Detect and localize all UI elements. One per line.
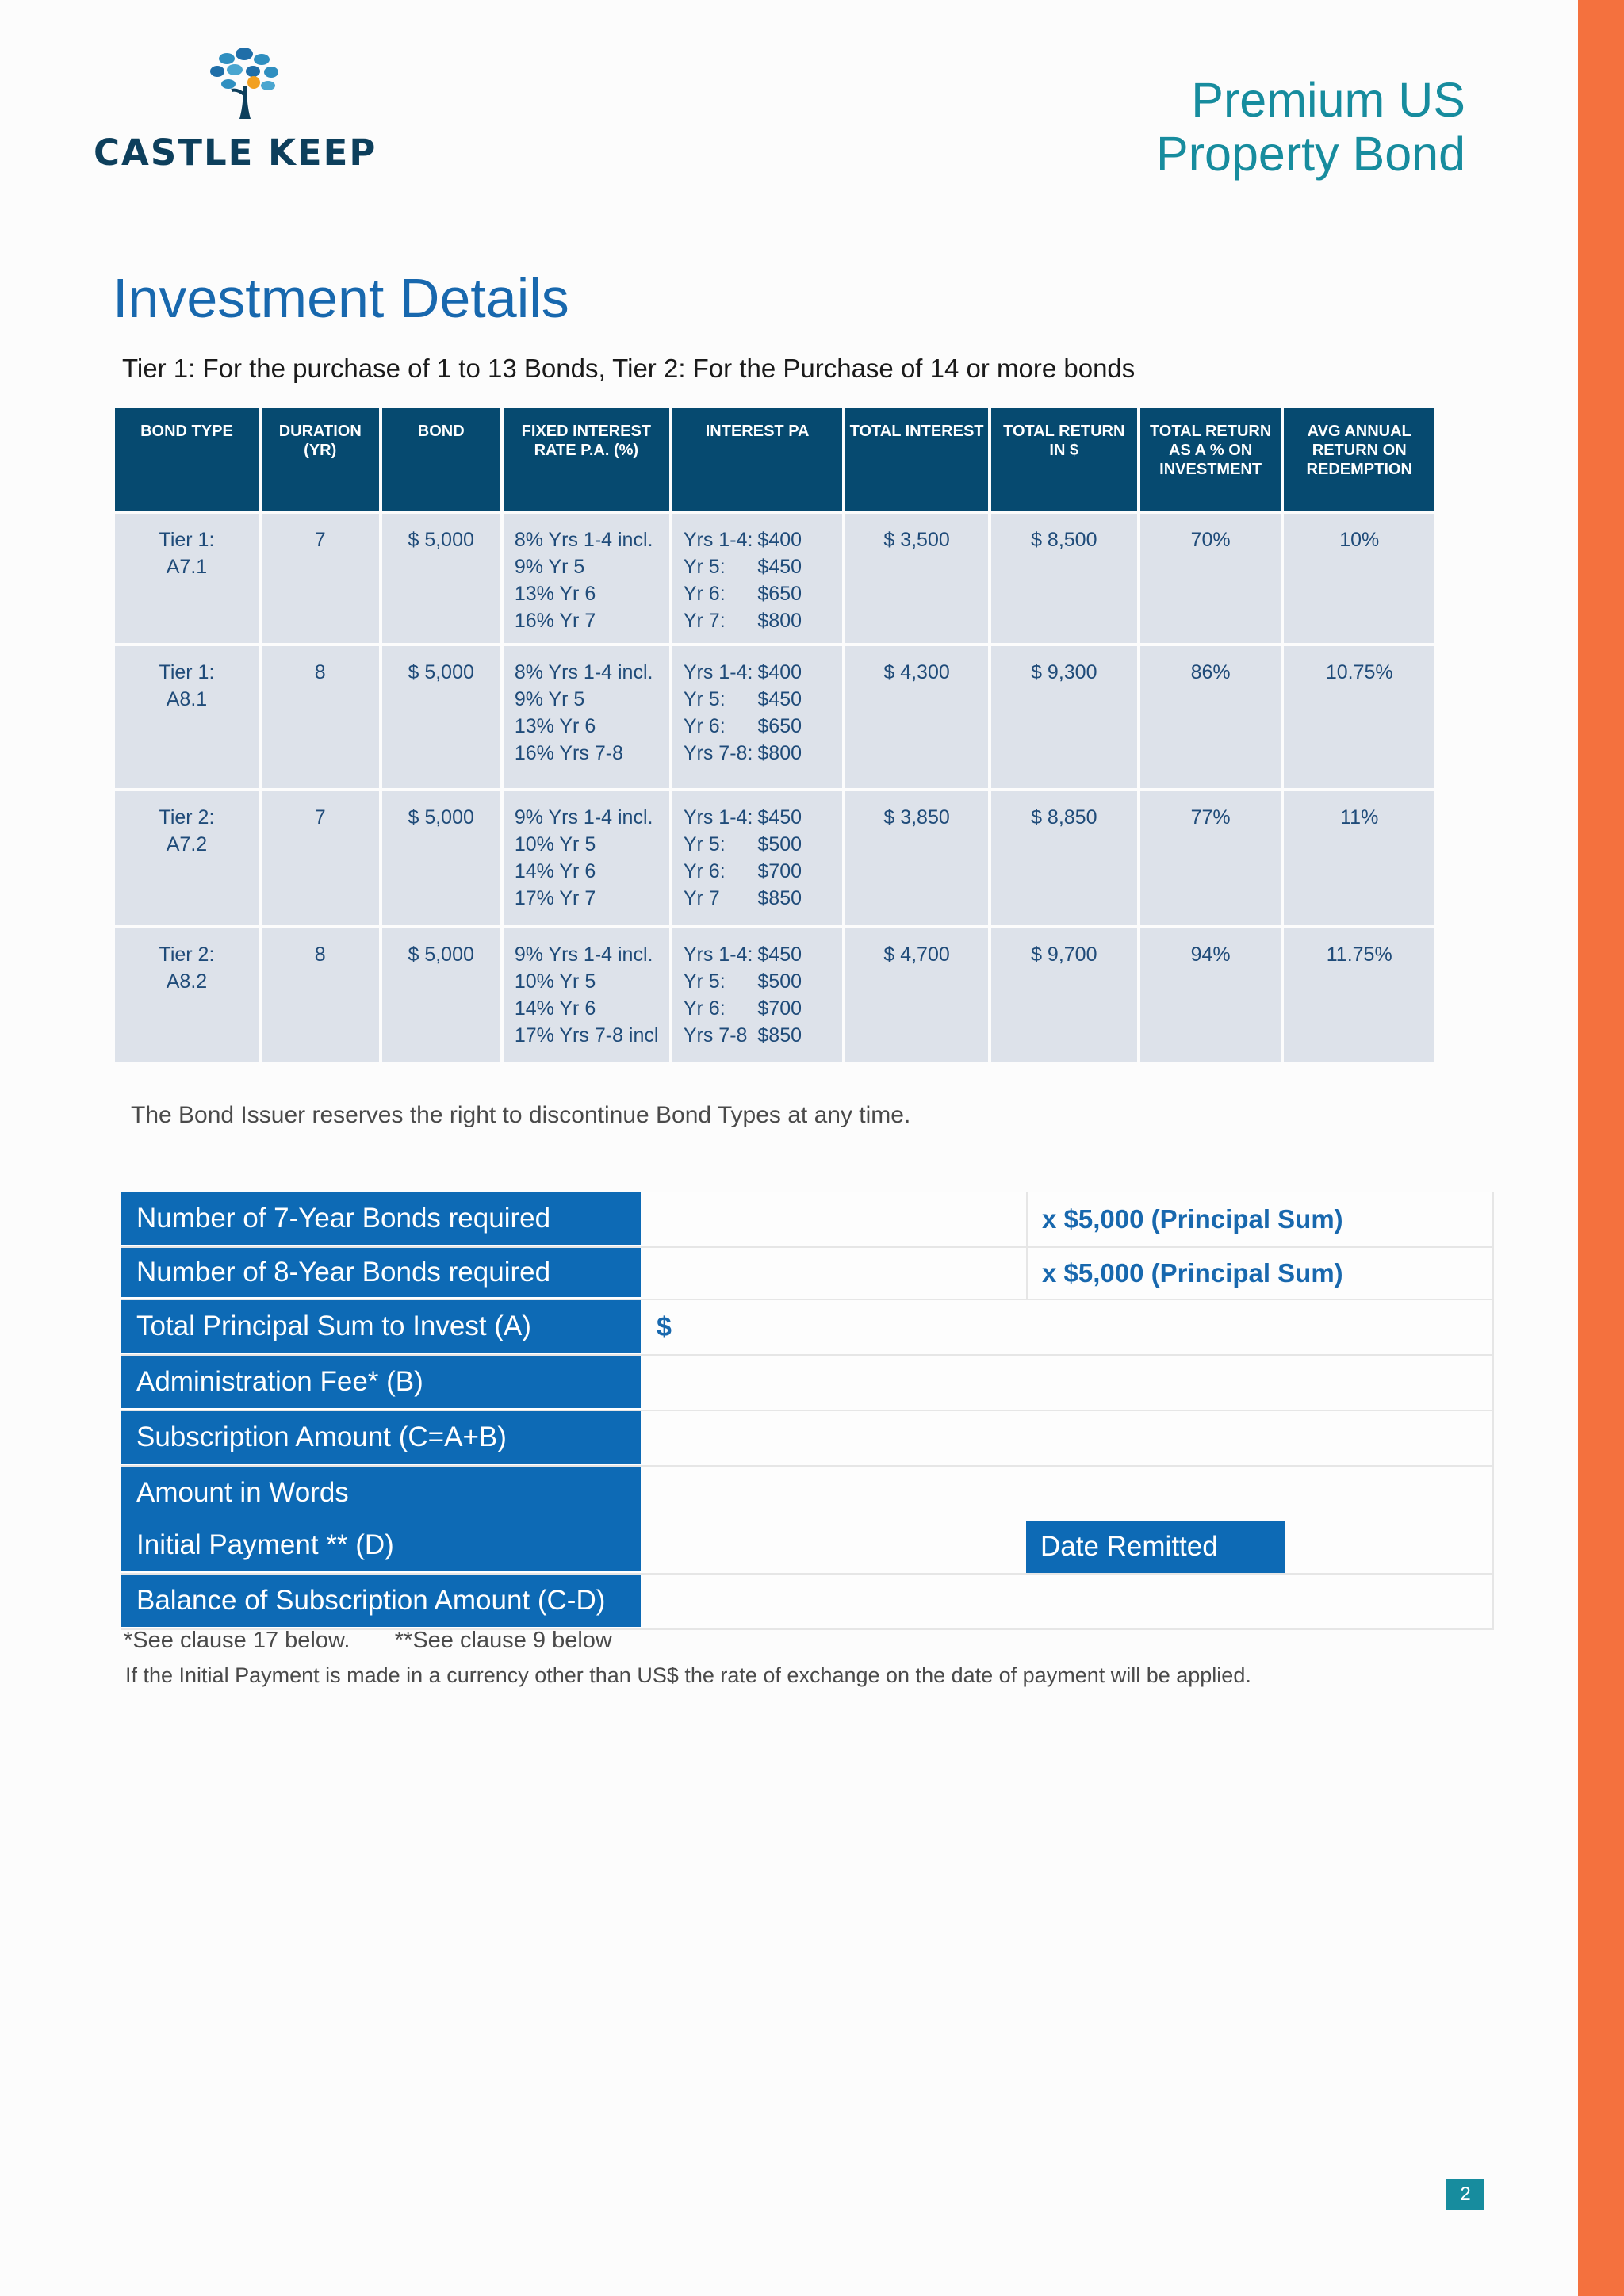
document-title-line-1: Premium US <box>1191 73 1465 127</box>
orange-side-bar <box>1578 0 1624 2296</box>
table-row <box>115 791 1434 925</box>
return-pct-cell: 94% <box>1140 928 1281 1062</box>
interest-pa-cell: Yrs 1-4: $450 Yr 5: $500 Yr 6: $700 Yrs 7-8 $850 <box>672 928 843 1062</box>
bond-cell: $ 5,000 <box>382 514 500 643</box>
header-avg-annual: AVG ANNUAL RETURN ON REDEMPTION <box>1284 408 1434 511</box>
bond-table <box>112 404 1438 1066</box>
date-remitted-label: Date Remitted <box>1026 1521 1285 1573</box>
rates-cell: 9% Yrs 1-4 incl. 10% Yr 5 14% Yr 6 17% Yrs 7-8 incl <box>504 928 669 1062</box>
total-return-cell: $ 8,850 <box>991 791 1137 925</box>
words-initial-labels <box>121 1467 641 1573</box>
subscription-form <box>121 1192 1494 1630</box>
total-principal-label: Total Principal Sum to Invest (A) <box>121 1300 641 1354</box>
seven-year-label: Number of 7-Year Bonds required <box>121 1192 641 1246</box>
tree-icon <box>203 46 285 125</box>
form-row-words-initial <box>121 1467 1494 1575</box>
return-pct-cell: 70% <box>1140 514 1281 643</box>
table-row <box>115 928 1434 1062</box>
form-row-seven-year <box>121 1192 1494 1248</box>
balance-label: Balance of Subscription Amount (C-D) <box>121 1575 641 1628</box>
table-row <box>115 514 1434 643</box>
header-fixed-rate: FIXED INTEREST RATE P.A. (%) <box>504 408 669 511</box>
total-interest-cell: $ 4,700 <box>845 928 987 1062</box>
eight-year-label: Number of 8-Year Bonds required <box>121 1248 641 1299</box>
dollar-prefix: $ <box>657 1311 672 1342</box>
bond-type-cell: Tier 2: A7.2 <box>115 791 259 925</box>
header-bond: BOND <box>382 408 500 511</box>
document-title-line-2: Property Bond <box>1156 127 1465 181</box>
return-pct-cell: 86% <box>1140 646 1281 788</box>
total-principal-field[interactable] <box>641 1300 1494 1354</box>
document-title <box>1156 73 1465 181</box>
form-row-balance <box>121 1575 1494 1630</box>
interest-pa-cell: Yrs 1-4: $400 Yr 5: $450 Yr 6: $650 Yr 7: $800 <box>672 514 843 643</box>
form-row-admin-fee <box>121 1356 1494 1411</box>
interest-pa-cell: Yrs 1-4: $400 Yr 5: $450 Yr 6: $650 Yrs 7-8: $800 <box>672 646 843 788</box>
total-return-cell: $ 9,300 <box>991 646 1137 788</box>
amount-in-words-label: Amount in Words <box>136 1477 349 1508</box>
header-total-interest: TOTAL INTEREST <box>845 408 987 511</box>
castle-keep-logo <box>94 46 395 181</box>
header-return-pct: TOTAL RETURN AS A % ON INVESTMENT <box>1140 408 1281 511</box>
total-interest-cell: $ 3,500 <box>845 514 987 643</box>
table-header-row <box>115 408 1434 511</box>
admin-fee-field[interactable] <box>641 1356 1494 1410</box>
duration-cell: 8 <box>262 646 379 788</box>
clause-footnote: *See clause 17 below. **See clause 9 below <box>124 1628 612 1653</box>
bond-cell: $ 5,000 <box>382 928 500 1062</box>
subscription-amount-label: Subscription Amount (C=A+B) <box>121 1411 641 1465</box>
form-row-eight-year <box>121 1248 1494 1300</box>
rates-cell: 9% Yrs 1-4 incl. 10% Yr 5 14% Yr 6 17% Yr 7 <box>504 791 669 925</box>
total-return-cell: $ 8,500 <box>991 514 1137 643</box>
seven-year-principal-note: x $5,000 (Principal Sum) <box>1026 1192 1343 1246</box>
seven-year-bonds-field[interactable] <box>641 1192 1494 1246</box>
duration-cell: 7 <box>262 514 379 643</box>
total-return-cell: $ 9,700 <box>991 928 1137 1062</box>
bond-type-cell: Tier 1: A7.1 <box>115 514 259 643</box>
duration-cell: 7 <box>262 791 379 925</box>
rates-cell: 8% Yrs 1-4 incl. 9% Yr 5 13% Yr 6 16% Yr 7 <box>504 514 669 643</box>
total-interest-cell: $ 3,850 <box>845 791 987 925</box>
header-total-return: TOTAL RETURN IN $ <box>991 408 1137 511</box>
header-duration: DURATION (YR) <box>262 408 379 511</box>
table-row <box>115 646 1434 788</box>
tier-note: Tier 1: For the purchase of 1 to 13 Bonds, Tier 2: For the Purchase of 14 or more bonds <box>122 354 1136 383</box>
bond-type-cell: Tier 2: A8.2 <box>115 928 259 1062</box>
balance-field[interactable] <box>641 1575 1494 1628</box>
admin-fee-label: Administration Fee* (B) <box>121 1356 641 1410</box>
avg-annual-cell: 11.75% <box>1284 928 1434 1062</box>
header-bond-type: BOND TYPE <box>115 408 259 511</box>
header-interest-pa: INTEREST PA <box>672 408 843 511</box>
amount-in-words-field[interactable] <box>641 1467 1494 1573</box>
total-interest-cell: $ 4,300 <box>845 646 987 788</box>
exchange-rate-note: If the Initial Payment is made in a currency other than US$ the rate of exchange on the date of payment will be applied. <box>125 1663 1251 1687</box>
logo-wordmark: CASTLE KEEP <box>94 132 377 174</box>
initial-payment-label: Initial Payment ** (D) <box>136 1529 394 1560</box>
interest-pa-cell: Yrs 1-4: $450 Yr 5: $500 Yr 6: $700 Yr 7 $850 <box>672 791 843 925</box>
avg-annual-cell: 10% <box>1284 514 1434 643</box>
form-row-subscription <box>121 1411 1494 1467</box>
subscription-amount-field[interactable] <box>641 1411 1494 1465</box>
duration-cell: 8 <box>262 928 379 1062</box>
avg-annual-cell: 10.75% <box>1284 646 1434 788</box>
avg-annual-cell: 11% <box>1284 791 1434 925</box>
rates-cell: 8% Yrs 1-4 incl. 9% Yr 5 13% Yr 6 16% Yrs 7-8 <box>504 646 669 788</box>
section-title: Investment Details <box>113 267 569 329</box>
bond-cell: $ 5,000 <box>382 791 500 925</box>
page-number: 2 <box>1446 2179 1484 2210</box>
eight-year-principal-note: x $5,000 (Principal Sum) <box>1026 1248 1343 1299</box>
bond-cell: $ 5,000 <box>382 646 500 788</box>
bond-type-cell: Tier 1: A8.1 <box>115 646 259 788</box>
form-row-total-principal <box>121 1300 1494 1356</box>
disclaimer-text: The Bond Issuer reserves the right to discontinue Bond Types at any time. <box>131 1102 911 1128</box>
return-pct-cell: 77% <box>1140 791 1281 925</box>
eight-year-bonds-field[interactable] <box>641 1248 1494 1299</box>
